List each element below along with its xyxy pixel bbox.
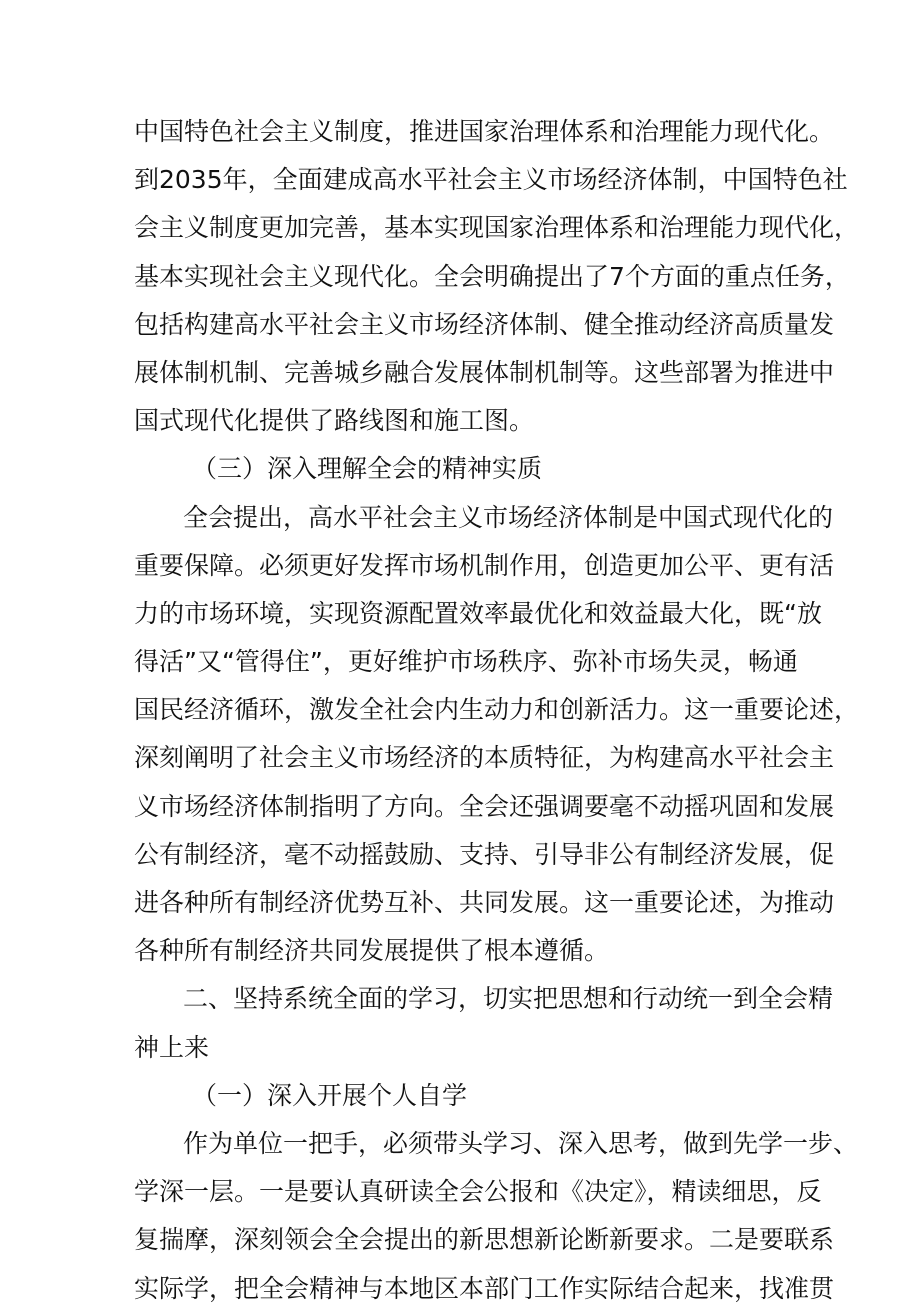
text-line: 展体制机制、完善城乡融合发展体制机制等。这些部署为推进中: [134, 357, 835, 387]
text-line: 深刻阐明了社会主义市场经济的本质特征，为构建高水平社会主: [134, 743, 835, 773]
text-line: 作为单位一把手，必须带头学习、深入思考，做到先学一步、: [183, 1128, 859, 1158]
body-text: [134, 108, 860, 1313]
text-line: 各种所有制经济共同发展提供了根本遵循。: [134, 936, 610, 966]
text-line: 到2035年，全面建成高水平社会主义市场经济体制，中国特色社: [134, 165, 848, 195]
text-line: 中国特色社会主义制度，推进国家治理体系和治理能力现代化。: [134, 117, 835, 146]
text-line: 全会提出，高水平社会主义市场经济体制是中国式现代化的: [183, 502, 834, 532]
text-line: 会主义制度更加完善，基本实现国家治理体系和治理能力现代化，: [134, 213, 860, 243]
text-line: 国民经济循环，激发全社会内生动力和创新活力。这一重要论述，: [134, 695, 860, 725]
text-line: 公有制经济，毫不动摇鼓励、支持、引导非公有制经济发展，促: [134, 839, 835, 869]
subheading-3: （三）深入理解全会的精神实质: [192, 454, 543, 484]
text-line: 国式现代化提供了路线图和施工图。: [134, 406, 535, 436]
text-line: 义市场经济体制指明了方向。全会还强调要毫不动摇巩固和发展: [134, 791, 835, 821]
text-line: 得活”又“管得住”，更好维护市场秩序、弥补市场失灵，畅通: [134, 647, 798, 677]
text-line: 复揣摩，深刻领会全会提出的新思想新论断新要求。二是要联系: [134, 1225, 835, 1255]
text-line: 学深一层。一是要认真研读全会公报和《决定》，精读细思，反: [134, 1177, 822, 1207]
section-heading-2-cont: 神上来: [134, 1032, 210, 1062]
text-line: 力的市场环境，实现资源配置效率最优化和效益最大化，既“放: [134, 598, 822, 628]
subheading-1: （一）深入开展个人自学: [192, 1080, 468, 1110]
text-line: 包括构建高水平社会主义市场经济体制、健全推动经济高质量发: [134, 309, 835, 339]
text-line: 重要保障。必须更好发挥市场机制作用，创造更加公平、更有活: [134, 550, 835, 580]
text-line: 进各种所有制经济优势互补、共同发展。这一重要论述，为推动: [134, 888, 835, 917]
text-line: 实际学，把全会精神与本地区本部门工作实际结合起来，找准贯: [134, 1273, 835, 1303]
text-line: 基本实现社会主义现代化。全会明确提出了7个方面的重点任务，: [134, 261, 850, 291]
section-heading-2: 二、坚持系统全面的学习，切实把思想和行动统一到全会精: [183, 984, 834, 1014]
